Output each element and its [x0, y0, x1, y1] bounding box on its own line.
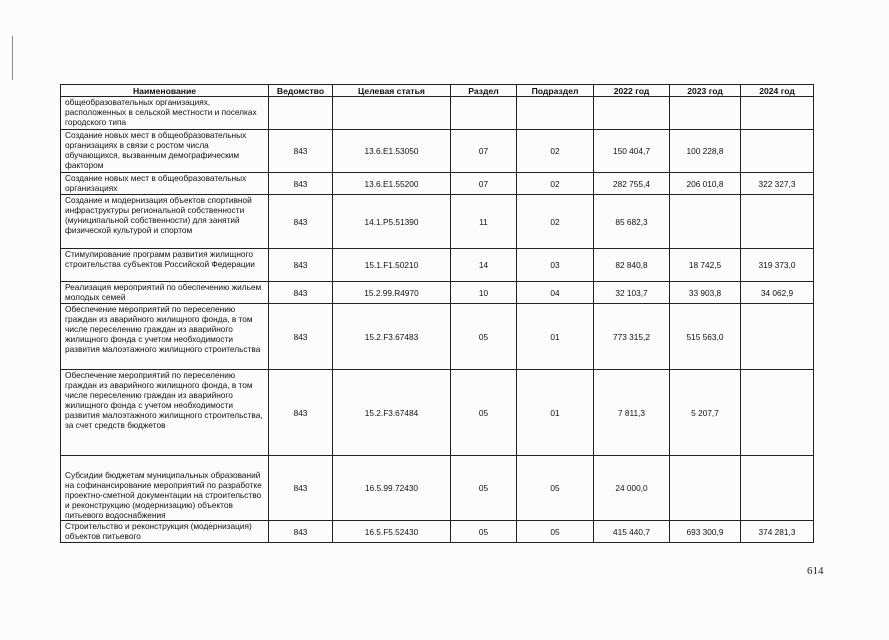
row-department: 843: [269, 370, 333, 456]
row-name: Создание и модернизация объектов спортивной инфраструктуры региональной собственности (муниципальной собственности) для занятий физической культурой и спортом: [61, 195, 269, 249]
row-subsection: 02: [517, 130, 594, 173]
row-amount-2023: 18 742,5: [670, 249, 741, 282]
row-subsection: 03: [517, 249, 594, 282]
table-row: [61, 282, 814, 304]
row-target-article: 13.6.E1.53050: [333, 130, 451, 173]
row-target-article: 13.6.E1.55200: [333, 173, 451, 195]
row-department: 843: [269, 282, 333, 304]
row-name: Создание новых мест в общеобразовательных организациях: [61, 173, 269, 195]
row-name: Обеспечение мероприятий по переселению граждан из аварийного жилищного фонда, в том числе переселению граждан из аварийного жилищного фонда с учетом необходимости развития малоэтажного жилищного строительства: [61, 304, 269, 370]
row-department: 843: [269, 195, 333, 249]
row-subsection: 01: [517, 304, 594, 370]
row-subsection: 05: [517, 456, 594, 521]
row-section: 10: [451, 282, 517, 304]
row-amount-2023: 100 228,8: [670, 130, 741, 173]
row-amount-2023: 33 903,8: [670, 282, 741, 304]
row-amount-2022: 82 840,8: [594, 249, 670, 282]
row-amount-2022: 773 315,2: [594, 304, 670, 370]
row-target-article: 14.1.P5.51390: [333, 195, 451, 249]
row-department: [269, 97, 333, 130]
row-section: 07: [451, 130, 517, 173]
row-amount-2022: 7 811,3: [594, 370, 670, 456]
row-name: Создание новых мест в общеобразовательных организациях в связи с ростом числа обучающихся, вызванным демографическим фактором: [61, 130, 269, 173]
row-section: [451, 97, 517, 130]
row-amount-2024: 319 373,0: [741, 249, 814, 282]
row-subsection: 01: [517, 370, 594, 456]
row-department: 843: [269, 456, 333, 521]
header-section: Раздел: [451, 85, 517, 97]
row-name: Реализация мероприятий по обеспечению жильем молодых семей: [61, 282, 269, 304]
row-amount-2023: [670, 456, 741, 521]
row-section: 05: [451, 456, 517, 521]
row-section: 07: [451, 173, 517, 195]
row-name: Стимулирование программ развития жилищного строительства субъектов Российской Федерации: [61, 249, 269, 282]
row-amount-2023: [670, 97, 741, 130]
row-target-article: [333, 97, 451, 130]
row-department: 843: [269, 521, 333, 543]
scan-edge-mark: [12, 36, 13, 80]
row-amount-2022: 282 755,4: [594, 173, 670, 195]
row-target-article: 15.1.F1.50210: [333, 249, 451, 282]
row-subsection: 02: [517, 173, 594, 195]
row-amount-2023: 206 010,8: [670, 173, 741, 195]
table-row: [61, 304, 814, 370]
table-row: [61, 195, 814, 249]
row-section: 14: [451, 249, 517, 282]
table-row: [61, 130, 814, 173]
budget-table: [60, 84, 814, 543]
row-target-article: 15.2.F3.67483: [333, 304, 451, 370]
row-amount-2022: 150 404,7: [594, 130, 670, 173]
row-amount-2022: 85 682,3: [594, 195, 670, 249]
row-subsection: 05: [517, 521, 594, 543]
row-amount-2024: [741, 97, 814, 130]
table-row: [61, 370, 814, 456]
row-name: общеобразовательных организациях, расположенных в сельской местности и поселках городского типа: [61, 97, 269, 130]
row-target-article: 16.5.F5.52430: [333, 521, 451, 543]
row-amount-2024: [741, 130, 814, 173]
table-row: [61, 456, 814, 521]
row-amount-2023: 693 300,9: [670, 521, 741, 543]
row-subsection: [517, 97, 594, 130]
row-amount-2024: 322 327,3: [741, 173, 814, 195]
table-row: [61, 97, 814, 130]
page-number: 614: [807, 565, 824, 577]
table-row: [61, 249, 814, 282]
row-target-article: 16.5.99.72430: [333, 456, 451, 521]
header-name: Наименование: [61, 85, 269, 97]
row-amount-2023: 515 563,0: [670, 304, 741, 370]
row-name: Строительство и реконструкция (модернизация) объектов питьевого: [61, 521, 269, 543]
row-amount-2024: [741, 370, 814, 456]
row-amount-2022: 415 440,7: [594, 521, 670, 543]
row-amount-2023: 5 207,7: [670, 370, 741, 456]
row-name: Обеспечение мероприятий по переселению граждан из аварийного жилищного фонда, в том числе переселению граждан из аварийного жилищного фонда с учетом необходимости развития малоэтажного жилищного строительства, за счет средств бюджетов: [61, 370, 269, 456]
row-department: 843: [269, 249, 333, 282]
row-subsection: 02: [517, 195, 594, 249]
table-row: [61, 173, 814, 195]
header-target-article: Целевая статья: [333, 85, 451, 97]
header-department: Ведомство: [269, 85, 333, 97]
row-amount-2024: [741, 304, 814, 370]
row-department: 843: [269, 130, 333, 173]
row-amount-2024: 34 062,9: [741, 282, 814, 304]
row-target-article: 15.2.99.R4970: [333, 282, 451, 304]
table-row: [61, 521, 814, 543]
header-year-2022: 2022 год: [594, 85, 670, 97]
row-name: Субсидии бюджетам муниципальных образований на софинансирование мероприятий по разработке проектно-сметной документации на строительство и реконструкцию (модернизацию) объектов питьевого водоснабжения: [61, 456, 269, 521]
row-section: 05: [451, 304, 517, 370]
row-target-article: 15.2.F3.67484: [333, 370, 451, 456]
row-amount-2022: 32 103,7: [594, 282, 670, 304]
row-section: 05: [451, 521, 517, 543]
row-amount-2023: [670, 195, 741, 249]
row-amount-2024: [741, 195, 814, 249]
header-subsection: Подраздел: [517, 85, 594, 97]
row-department: 843: [269, 173, 333, 195]
row-amount-2022: [594, 97, 670, 130]
row-amount-2024: [741, 456, 814, 521]
row-amount-2024: 374 281,3: [741, 521, 814, 543]
header-year-2024: 2024 год: [741, 85, 814, 97]
row-subsection: 04: [517, 282, 594, 304]
row-department: 843: [269, 304, 333, 370]
row-section: 11: [451, 195, 517, 249]
row-amount-2022: 24 000,0: [594, 456, 670, 521]
header-year-2023: 2023 год: [670, 85, 741, 97]
row-section: 05: [451, 370, 517, 456]
table-header-row: [61, 85, 814, 97]
